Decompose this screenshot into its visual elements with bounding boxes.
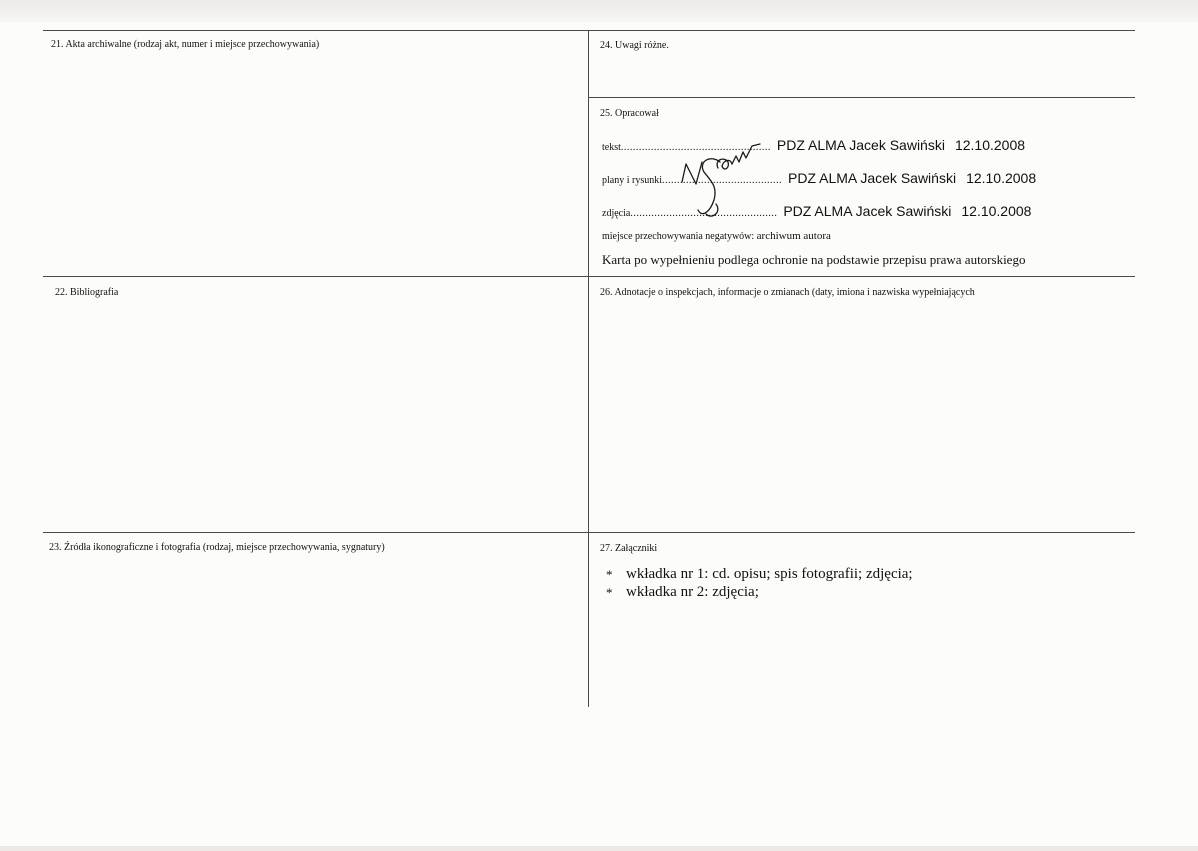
attachment-text: wkładka nr 1: cd. opisu; spis fotografii; zdjęcia; — [626, 566, 913, 582]
section-26-title: 26. Adnotacje o inspekcjach, informacje o zmianach (daty, imiona i nazwiska wypełniających — [600, 287, 975, 298]
dotted-leader: .................................................. — [620, 142, 771, 153]
bullet-asterisk: * — [606, 584, 613, 600]
divider-24-25 — [588, 97, 1135, 98]
bullet-asterisk: * — [606, 566, 613, 582]
author-date: 12.10.2008 — [961, 203, 1032, 219]
attachment-item — [606, 584, 759, 601]
section-21-title: 21. Akta archiwalne (rodzaj akt, numer i miejsce przechowywania) — [51, 39, 320, 50]
opracowal-row-plany — [602, 170, 1036, 186]
negatives-label: miejsce przechowywania negatywów: — [602, 231, 755, 242]
section-27-title: 27. Załączniki — [600, 543, 658, 554]
author-date: 12.10.2008 — [966, 170, 1037, 186]
divider-row-1-2 — [43, 276, 1135, 277]
divider-row-2-3 — [43, 532, 1135, 533]
copyright-note: Karta po wypełnieniu podlega ochronie na podstawie przepisu prawa autorskiego — [602, 252, 1026, 267]
row-label: plany i rysunki — [602, 175, 662, 186]
opracowal-row-tekst — [602, 137, 1025, 153]
scan-top-edge — [0, 0, 1198, 22]
row-label: tekst — [602, 142, 621, 153]
dotted-leader: ................................................. — [630, 208, 778, 219]
section-24-title: 24. Uwagi różne. — [600, 40, 669, 51]
row-label: zdjęcia — [602, 208, 631, 219]
opracowal-row-zdjecia — [602, 203, 1031, 219]
author-name: PDZ ALMA Jacek Sawiński — [788, 170, 957, 186]
handwritten-signature — [676, 140, 766, 232]
author-date: 12.10.2008 — [954, 137, 1026, 153]
attachment-text: wkładka nr 2: zdjęcia; — [626, 584, 759, 600]
negatives-value: archiwum autora — [756, 230, 831, 242]
author-name: PDZ ALMA Jacek Sawiński — [776, 137, 945, 153]
attachment-item — [606, 566, 913, 583]
section-23-title: 23. Źródła ikonograficzne i fotografia (rodzaj, miejsce przechowywania, sygnatury) — [49, 542, 385, 553]
section-22-title: 22. Bibliografia — [55, 287, 119, 298]
top-border — [43, 30, 1135, 31]
author-name: PDZ ALMA Jacek Sawiński — [783, 203, 952, 219]
section-25-title: 25. Opracował — [600, 108, 659, 119]
column-divider — [588, 30, 589, 707]
scan-bottom-edge — [0, 846, 1198, 851]
dotted-leader: ........................................ — [662, 175, 782, 186]
